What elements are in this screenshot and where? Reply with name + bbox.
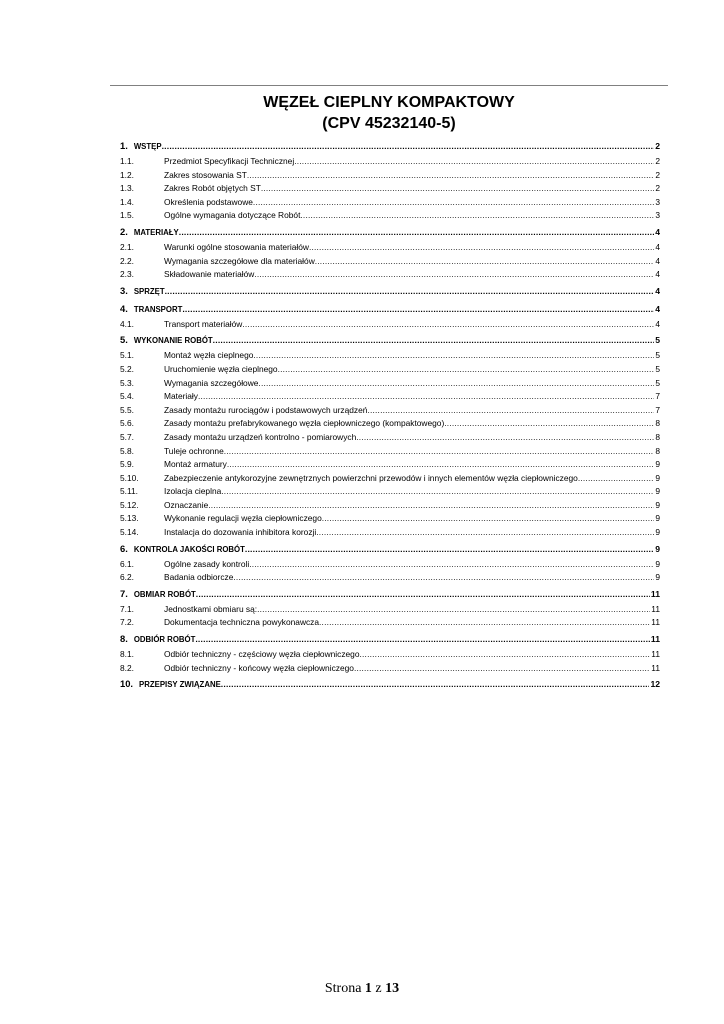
toc-section[interactable] <box>120 543 660 559</box>
toc-label: Tuleje ochronne <box>164 445 224 456</box>
toc-number: 1.3. <box>120 183 134 194</box>
toc-page-number: 4 <box>655 318 660 329</box>
toc-number: 5.12. <box>120 499 139 510</box>
toc-subsection[interactable] <box>120 319 660 333</box>
toc-page-number: 11 <box>651 617 660 628</box>
footer-current-page: 1 <box>364 981 372 996</box>
toc-subsection[interactable] <box>120 604 660 618</box>
toc-page-number: 5 <box>655 377 660 388</box>
toc-number: 7.1. <box>120 603 134 614</box>
footer-prefix: Strona <box>324 981 362 996</box>
toc-page-number: 7 <box>655 404 660 415</box>
toc-number: 1.1. <box>120 156 134 166</box>
toc-leader <box>208 500 654 510</box>
toc-subsection[interactable] <box>120 210 660 224</box>
toc-number: 5.1. <box>120 350 134 361</box>
toc-label: Odbiór techniczny - częściowy węzła ciepłowniczego <box>164 649 360 660</box>
toc-page-number: 9 <box>655 459 660 470</box>
toc-page-number: 5 <box>655 363 660 374</box>
toc-label: Zabezpieczenie antykorozyjne zewnętrznych powierzchni przewodów i innych elementów węzła ciepłowniczego <box>164 472 578 483</box>
toc-subsection[interactable] <box>120 446 660 460</box>
toc-label: SPRZĘT <box>133 286 165 296</box>
toc-page-number: 2 <box>655 141 660 151</box>
toc-number: 10. <box>120 678 134 690</box>
toc-subsection[interactable] <box>120 418 660 432</box>
toc-subsection[interactable] <box>120 617 660 631</box>
toc-leader <box>227 459 654 469</box>
toc-label: Oznaczanie <box>164 499 209 510</box>
toc-label: ODBIÓR ROBÓT <box>133 635 196 645</box>
toc-page-number: 11 <box>650 588 660 599</box>
toc-number: 5.13. <box>120 513 139 524</box>
toc-subsection[interactable] <box>120 432 660 446</box>
toc-number: 2.1. <box>120 241 134 252</box>
toc-label: WYKONANIE ROBÓT <box>133 336 213 346</box>
toc-subsection[interactable] <box>120 572 660 586</box>
toc-number: 2.3. <box>120 269 134 280</box>
toc-label: Materiały <box>164 391 198 402</box>
toc-leader <box>249 559 654 569</box>
toc-leader <box>233 572 654 582</box>
toc-leader <box>198 391 654 401</box>
toc-label: OBMIAR ROBÓT <box>133 589 196 599</box>
toc-label: Montaż armatury <box>164 459 227 470</box>
toc-page-number: 9 <box>655 572 660 583</box>
toc-number: 4.1. <box>120 318 134 329</box>
toc-leader <box>444 418 654 428</box>
toc-page-number: 7 <box>655 391 660 402</box>
toc-subsection[interactable] <box>120 156 660 170</box>
toc-subsection[interactable] <box>120 513 660 527</box>
toc-number: 5.5. <box>120 404 134 415</box>
toc-page-number: 11 <box>651 649 660 660</box>
toc-leader <box>294 156 654 166</box>
footer-total-pages: 13 <box>385 981 400 996</box>
header-rule <box>110 85 668 86</box>
toc-page-number: 5 <box>655 350 660 361</box>
toc-label: Zakres Robót objętych ST <box>164 183 261 194</box>
toc-leader <box>316 527 654 537</box>
toc-leader <box>278 364 655 374</box>
toc-label: Jednostkami obmiaru są: <box>164 603 258 614</box>
toc-label: Instalacja do dozowania inhibitora korozji <box>164 527 317 538</box>
toc-page-number: 9 <box>655 513 660 524</box>
toc-page-number: 8 <box>655 431 660 442</box>
toc-page-number: 8 <box>655 445 660 456</box>
toc-leader <box>258 378 654 388</box>
toc-number: 2. <box>120 225 128 237</box>
toc-subsection[interactable] <box>120 527 660 541</box>
toc-section[interactable] <box>120 678 660 694</box>
toc-subsection[interactable] <box>120 649 660 663</box>
toc-number: 5.14. <box>120 527 139 538</box>
toc-label: Dokumentacja techniczna powykonawcza <box>164 617 320 628</box>
toc-number: 5.2. <box>120 363 134 374</box>
toc-number: 8.1. <box>120 649 134 660</box>
toc-subsection[interactable] <box>120 559 660 573</box>
toc-number: 1.5. <box>120 210 134 221</box>
toc-label: PRZEPISY ZWIĄZANE <box>139 680 221 690</box>
toc-label: Warunki ogólne stosowania materiałów <box>164 241 309 252</box>
toc-page-number: 11 <box>651 603 660 614</box>
toc-number: 5.3. <box>120 377 134 388</box>
toc-page-number: 4 <box>655 303 660 314</box>
toc-label: Zasady montażu rurociągów i podstawowych urządzeń <box>164 404 368 415</box>
toc-page-number: 12 <box>650 679 660 690</box>
toc-number: 5.4. <box>120 391 134 402</box>
toc-label: Zakres stosowania ST <box>164 169 247 180</box>
toc-leader <box>578 473 654 483</box>
toc-label: Montaż węzła cieplnego <box>164 350 254 361</box>
toc-subsection[interactable] <box>120 197 660 211</box>
toc-leader <box>162 141 655 151</box>
toc-number: 5.6. <box>120 418 134 429</box>
toc-number: 8. <box>120 633 128 645</box>
footer-separator: z <box>375 981 382 996</box>
toc-leader <box>309 242 654 252</box>
toc-number: 1.4. <box>120 196 134 207</box>
toc-number: 5.9. <box>120 459 134 470</box>
toc-page-number: 2 <box>655 156 660 166</box>
toc-section[interactable] <box>120 334 660 350</box>
toc-number: 6. <box>120 542 128 554</box>
toc-section[interactable] <box>120 226 660 242</box>
toc-page-number: 4 <box>655 285 660 296</box>
toc-leader <box>360 649 651 659</box>
toc-label: TRANSPORT <box>133 304 183 314</box>
toc-leader <box>315 256 655 266</box>
toc-page-number: 5 <box>655 335 660 346</box>
toc-subsection[interactable] <box>120 391 660 405</box>
toc-leader <box>322 513 655 523</box>
toc-subsection[interactable] <box>120 364 660 378</box>
toc-subsection[interactable] <box>120 405 660 419</box>
toc-label: Izolacja cieplna <box>164 486 222 497</box>
toc-number: 4. <box>120 302 128 314</box>
toc-page-number: 11 <box>650 634 660 645</box>
toc-number: 3. <box>120 284 128 296</box>
toc-page-number: 9 <box>655 558 660 569</box>
toc-subsection[interactable] <box>120 663 660 677</box>
toc-page-number: 8 <box>655 418 660 429</box>
toc-number: 7.2. <box>120 617 134 628</box>
toc-subsection[interactable] <box>120 350 660 364</box>
toc-label: Ogólne wymagania dotyczące Robót <box>164 210 301 221</box>
toc-page-number: 9 <box>655 499 660 510</box>
document-title: WĘZEŁ CIEPLNY KOMPAKTOWY <box>263 94 515 111</box>
toc-page-number: 11 <box>651 662 660 673</box>
toc-page-number: 3 <box>655 210 660 221</box>
toc-subsection[interactable] <box>120 256 660 270</box>
toc-number: 5.10. <box>120 472 139 483</box>
toc-leader <box>245 544 654 554</box>
toc-number: 5.11. <box>120 486 139 497</box>
toc-label: Określenia podstawowe <box>164 196 253 207</box>
toc-leader <box>221 679 650 689</box>
toc-label: Badania odbiorcze <box>164 572 234 583</box>
toc-section[interactable] <box>120 633 660 649</box>
toc-page-number: 2 <box>655 169 660 180</box>
toc-page-number: 4 <box>655 241 660 252</box>
toc-page-number: 4 <box>655 226 660 237</box>
toc-subsection[interactable] <box>120 242 660 256</box>
toc-number: 5.8. <box>120 445 134 456</box>
toc-number: 6.2. <box>120 572 134 583</box>
toc-number: 8.2. <box>120 662 134 673</box>
toc-page-number: 9 <box>655 543 660 554</box>
toc-subsection[interactable] <box>120 500 660 514</box>
toc-number: 2.2. <box>120 255 134 266</box>
toc-leader <box>253 197 654 207</box>
toc-subsection[interactable] <box>120 170 660 184</box>
toc-number: 5. <box>120 334 128 346</box>
toc-subsection[interactable] <box>120 269 660 283</box>
toc-leader <box>247 170 654 180</box>
toc-subsection[interactable] <box>120 378 660 392</box>
toc-number: 6.1. <box>120 558 134 569</box>
toc-label: Zasady montażu prefabrykowanego węzła ciepłowniczego (kompaktowego) <box>164 418 445 429</box>
toc-leader <box>254 269 654 279</box>
toc-label: Odbiór techniczny - końcowy węzła ciepłowniczego <box>164 662 354 673</box>
toc-leader <box>242 319 654 329</box>
toc-leader <box>182 304 654 314</box>
toc-number: 7. <box>120 587 128 599</box>
toc-label: MATERIAŁY <box>133 227 179 237</box>
toc-leader <box>367 405 654 415</box>
toc-page-number: 3 <box>655 196 660 207</box>
toc-section[interactable] <box>120 285 660 301</box>
toc-leader <box>213 335 655 345</box>
toc-leader <box>261 183 655 193</box>
toc-subsection[interactable] <box>120 473 660 487</box>
toc-label: Składowanie materiałów <box>164 269 255 280</box>
toc-label: Transport materiałów <box>164 318 243 329</box>
toc-page-number: 2 <box>655 183 660 194</box>
toc-leader <box>354 663 650 673</box>
table-of-contents <box>120 140 660 694</box>
page-footer <box>0 981 724 997</box>
toc-number: 5.7. <box>120 431 134 442</box>
toc-leader <box>319 617 650 627</box>
toc-leader <box>196 589 650 599</box>
toc-subsection[interactable] <box>120 459 660 473</box>
toc-leader <box>356 432 654 442</box>
toc-leader <box>300 210 654 220</box>
toc-subsection[interactable] <box>120 183 660 197</box>
toc-label: Wykonanie regulacji węzła ciepłowniczego <box>164 513 322 524</box>
toc-label: KONTROLA JAKOŚCI ROBÓT <box>133 544 245 554</box>
toc-page-number: 4 <box>655 269 660 280</box>
toc-label: Przedmiot Specyfikacji Technicznej <box>164 156 295 166</box>
toc-subsection[interactable] <box>120 486 660 500</box>
toc-section[interactable] <box>120 303 660 319</box>
toc-leader <box>257 604 650 614</box>
toc-number: 1. <box>120 140 128 151</box>
toc-section[interactable] <box>120 588 660 604</box>
toc-label: Zasady montażu urządzeń kontrolno - pomiarowych <box>164 431 357 442</box>
toc-page-number: 9 <box>655 486 660 497</box>
toc-label: WSTĘP <box>133 142 162 151</box>
toc-page-number: 4 <box>655 255 660 266</box>
toc-leader <box>179 227 654 237</box>
toc-section[interactable] <box>120 140 660 156</box>
toc-leader <box>224 446 655 456</box>
document-cpv-code: (CPV 45232140-5) <box>322 115 456 132</box>
toc-page-number: 9 <box>655 527 660 538</box>
toc-label: Wymagania szczegółowe dla materiałów <box>164 255 315 266</box>
toc-leader <box>221 486 654 496</box>
toc-leader <box>165 286 655 296</box>
toc-page-number: 9 <box>655 472 660 483</box>
toc-label: Uruchomienie węzła cieplnego <box>164 363 278 374</box>
toc-label: Wymagania szczegółowe <box>164 377 259 388</box>
toc-leader <box>253 350 654 360</box>
toc-number: 1.2. <box>120 169 134 180</box>
toc-label: Ogólne zasady kontroli <box>164 558 250 569</box>
toc-leader <box>195 634 650 644</box>
